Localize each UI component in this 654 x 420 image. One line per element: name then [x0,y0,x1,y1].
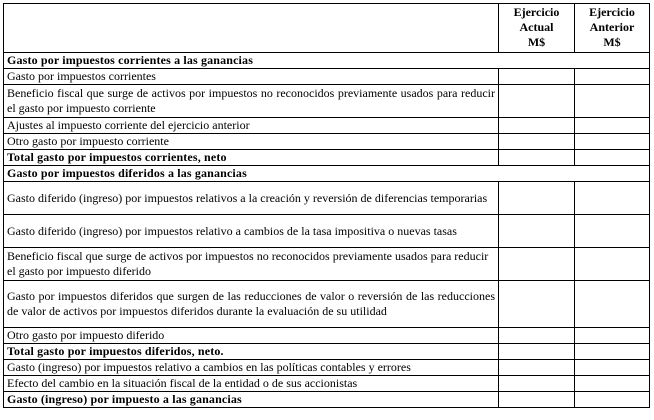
current-year-value[interactable] [499,215,575,248]
header-current-year [499,4,575,53]
table-row [4,281,650,328]
total-label: Total gasto por impuestos diferidos, neto. [4,344,499,360]
total-label: Total gasto por impuestos corrientes, neto [4,150,499,166]
header-previous-line-3: M$ [603,35,621,49]
header-row [4,4,650,53]
table-row [4,215,650,248]
row-label: Ajustes al impuesto corriente del ejercicio anterior [4,118,499,134]
current-year-value[interactable] [499,150,575,166]
total-row-current-tax [4,150,650,166]
current-year-value[interactable] [499,85,575,118]
previous-year-value[interactable] [575,360,650,376]
total-row-deferred-tax [4,344,650,360]
previous-year-value[interactable] [575,85,650,118]
previous-year-value[interactable] [575,328,650,344]
row-label: Otro gasto por impuesto corriente [4,134,499,150]
header-previous-line-1: Ejercicio [589,5,635,19]
table-row [4,248,650,281]
current-year-value[interactable] [499,118,575,134]
row-label: Gasto diferido (ingreso) por impuestos relativo a cambios de la tasa impositiva o nuevas tasas [4,215,499,248]
row-label: Beneficio fiscal que surge de activos por impuestos no reconocidos previamente usados para reducir el gasto por impuesto diferido [4,248,499,281]
income-tax-expense-table [3,3,650,408]
current-year-value[interactable] [499,328,575,344]
section-row-current-tax [4,53,650,69]
header-previous-year [575,4,650,53]
table-row [4,85,650,118]
current-year-value[interactable] [499,182,575,215]
header-previous-line-2: Anterior [589,20,635,34]
table-row [4,360,650,376]
current-year-value[interactable] [499,69,575,85]
table-row [4,328,650,344]
table-row [4,376,650,392]
previous-year-value[interactable] [575,134,650,150]
current-year-value[interactable] [499,281,575,328]
row-label: Gasto por impuestos diferidos que surgen de las reducciones de valor o reversión de las reducciones de valor de activos por impuestos diferidos durante la evaluación de su utilidad [4,281,499,328]
row-label: Gasto por impuestos corrientes [4,69,499,85]
previous-year-value[interactable] [575,215,650,248]
previous-year-value[interactable] [575,392,650,408]
current-year-value[interactable] [499,344,575,360]
total-row-income-tax [4,392,650,408]
current-year-value[interactable] [499,392,575,408]
table-row [4,134,650,150]
header-current-line-1: Ejercicio [513,5,560,19]
previous-year-value[interactable] [575,150,650,166]
previous-year-value[interactable] [575,182,650,215]
row-label: Gasto (ingreso) por impuestos relativo a cambios en las políticas contables y errores [4,360,499,376]
row-label: Beneficio fiscal que surge de activos por impuestos no reconocidos previamente usados para reducir el gasto por impuesto corriente [4,85,499,118]
row-label: Otro gasto por impuesto diferido [4,328,499,344]
previous-year-value[interactable] [575,281,650,328]
row-label: Efecto del cambio en la situación fiscal de la entidad o de sus accionistas [4,376,499,392]
row-label: Gasto diferido (ingreso) por impuestos relativos a la creación y reversión de diferencias temporarias [4,182,499,215]
current-year-value[interactable] [499,134,575,150]
current-year-value[interactable] [499,360,575,376]
section-label: Gasto por impuestos corrientes a las ganancias [4,53,650,69]
previous-year-value[interactable] [575,69,650,85]
current-year-value[interactable] [499,248,575,281]
header-current-line-2: Actual [519,20,554,34]
previous-year-value[interactable] [575,118,650,134]
current-year-value[interactable] [499,376,575,392]
previous-year-value[interactable] [575,376,650,392]
previous-year-value[interactable] [575,344,650,360]
previous-year-value[interactable] [575,248,650,281]
header-blank-cell [4,4,499,53]
table-row [4,118,650,134]
total-label: Gasto (ingreso) por impuesto a las ganancias [4,392,499,408]
section-label: Gasto por impuestos diferidos a las ganancias [4,166,650,182]
table-row [4,182,650,215]
header-current-line-3: M$ [527,35,546,49]
section-row-deferred-tax [4,166,650,182]
table-row [4,69,650,85]
